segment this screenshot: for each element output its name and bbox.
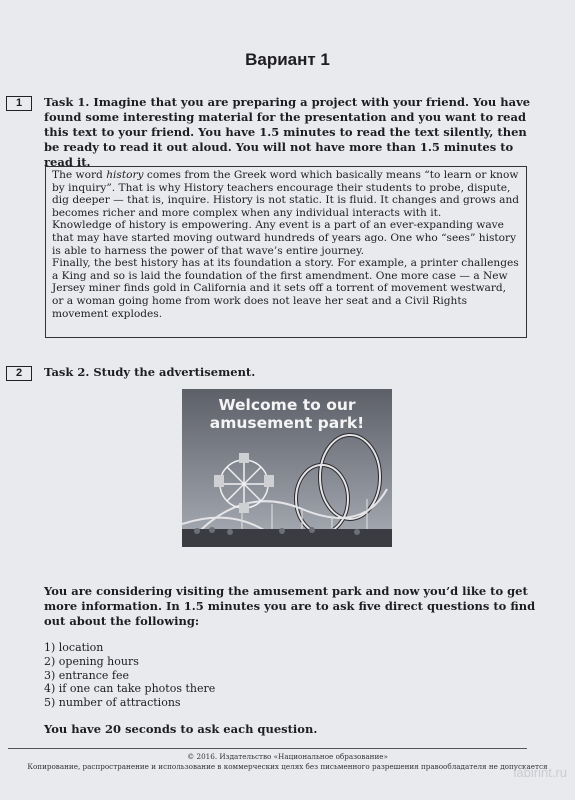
text-segment: The word	[52, 169, 107, 181]
list-item: 3) entrance fee	[44, 668, 129, 682]
reading-text-box	[45, 166, 527, 338]
task-2-number: 2	[6, 366, 32, 381]
task-2-closing: You have 20 seconds to ask each question.	[44, 722, 318, 736]
advertisement-title	[182, 396, 392, 432]
question-topics-list	[44, 641, 215, 710]
list-item: 2) opening hours	[44, 654, 139, 668]
footer-notice: Копирование, распространение и использование в коммерческих целях без письменного разрешения правообладателя не допускается	[27, 762, 548, 771]
ad-title-line-1: Welcome to our	[218, 396, 356, 414]
reading-paragraph-3: Finally, the best history has at its foundation a story. For example, a printer challenges a King and so is laid the foundation of the first amendment. One more case — a New Jersey miner finds gold in California and it sets off a torrent of movement westward, or a woman going home from work does not leave her seat and a Civil Rights movement explodes.	[52, 257, 519, 320]
task-1-instructions: Task 1. Imagine that you are preparing a project with your friend. You have found some interesting material for the presentation and you want to read this text to your friend. You have 1.5 minutes to read the text silently, then be ready to read it out aloud. You will not have more than 1.5 minutes to read it.	[44, 95, 531, 169]
italic-word: history	[106, 169, 144, 181]
list-item: 4) if one can take photos there	[44, 682, 216, 696]
page-title: Вариант 1	[245, 50, 330, 69]
ad-title-line-2: amusement park!	[209, 414, 365, 432]
list-item: 5) number of attractions	[44, 696, 181, 710]
task-2-instructions: Task 2. Study the advertisement.	[44, 365, 256, 379]
task-1-number: 1	[6, 96, 32, 111]
footer-divider	[8, 748, 527, 749]
reading-paragraph-1	[52, 169, 520, 219]
footer-copyright: © 2016. Издательство «Национальное образование»	[187, 752, 388, 761]
advertisement-image	[182, 389, 392, 547]
reading-paragraph-2: Knowledge of history is empowering. Any event is a part of an ever-expanding wave that may have started moving outward hundreds of years ago. One who “sees” history is able to harness the power of that wave’s entire journey.	[52, 219, 517, 257]
watermark-logo: labirint.ru	[513, 765, 567, 780]
list-item: 1) location	[44, 641, 104, 654]
task-2-prompt: You are considering visiting the amusement park and now you’d like to get more information. In 1.5 minutes you are to ask five direct questions to find out about the following:	[44, 584, 536, 628]
text-segment: comes from the Greek word which basically means “to learn or know by inquiry”. That is why History teachers encourage their students to probe, dispute, dig deeper — that is, inquire. History is not static. It is fluid. It changes and grows and becomes richer and more complex when any individual interacts with it.	[52, 169, 520, 219]
